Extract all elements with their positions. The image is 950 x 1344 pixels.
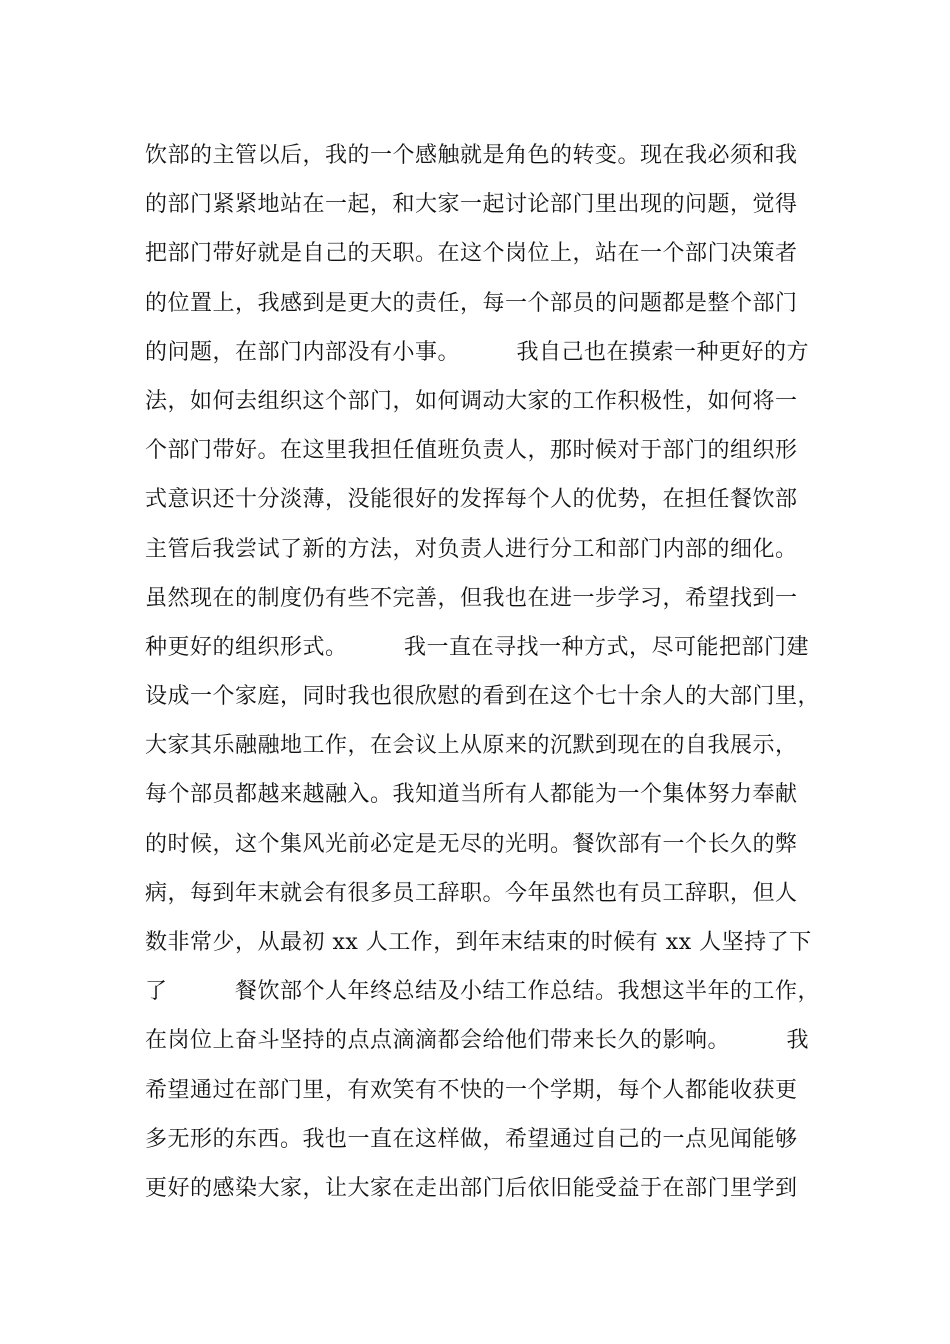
text-line-11: 种更好的组织形式。 我一直在寻找一种方式，尽可能把部门建 bbox=[145, 634, 810, 660]
text-line-9: 主管后我尝试了新的方法，对负责人进行分工和部门内部的细化。 bbox=[145, 536, 798, 562]
text-line-20: 希望通过在部门里，有欢笑有不快的一个学期，每个人都能收获更 bbox=[145, 1077, 798, 1103]
text-line-16: 病，每到年末就会有很多员工辞职。今年虽然也有员工辞职，但人 bbox=[145, 880, 798, 906]
text-line-8: 式意识还十分淡薄，没能很好的发挥每个人的优势，在担任餐饮部 bbox=[145, 487, 798, 513]
text-line-7: 个部门带好。在这里我担任值班负责人，那时候对于部门的组织形 bbox=[145, 438, 798, 464]
text-line-6: 法，如何去组织这个部门，如何调动大家的工作积极性，如何将一 bbox=[145, 388, 798, 414]
text-line-1: 饮部的主管以后，我的一个感触就是角色的转变。现在我必须和我 bbox=[145, 143, 798, 168]
text-line-10: 虽然现在的制度仍有些不完善，但我也在进一步学习，希望找到一 bbox=[145, 585, 798, 611]
text-line-13: 大家其乐融融地工作，在会议上从原来的沉默到现在的自我展示， bbox=[145, 733, 798, 759]
text-line-3: 把部门带好就是自己的天职。在这个岗位上，站在一个部门决策者 bbox=[145, 241, 798, 267]
text-line-18: 了 餐饮部个人年终总结及小结工作总结。我想这半年的工作， bbox=[145, 979, 821, 1005]
text-line-17: 数非常少，从最初 xx 人工作，到年末结束的时候有 xx 人坚持了下 bbox=[145, 930, 812, 955]
text-line-22: 更好的感染大家，让大家在走出部门后依旧能受益于在部门里学到 bbox=[145, 1175, 798, 1201]
text-line-14: 每个部员都越来越融入。我知道当所有人都能为一个集体努力奉献 bbox=[145, 782, 798, 808]
text-line-12: 设成一个家庭，同时我也很欣慰的看到在这个七十余人的大部门里， bbox=[145, 684, 821, 710]
text-line-15: 的时候，这个集风光前必定是无尽的光明。餐饮部有一个长久的弊 bbox=[145, 831, 798, 857]
text-line-4: 的位置上，我感到是更大的责任，每一个部员的问题都是整个部门 bbox=[145, 290, 798, 316]
text-line-2: 的部门紧紧地站在一起，和大家一起讨论部门里出现的问题，觉得 bbox=[145, 192, 798, 218]
text-line-5: 的问题，在部门内部没有小事。 我自己也在摸索一种更好的方 bbox=[145, 339, 810, 365]
text-line-19: 在岗位上奋斗坚持的点点滴滴都会给他们带来长久的影响。 我 bbox=[145, 1028, 810, 1054]
body-text bbox=[145, 131, 825, 1213]
text-line-21: 多无形的东西。我也一直在这样做，希望通过自己的一点见闻能够 bbox=[145, 1126, 798, 1152]
